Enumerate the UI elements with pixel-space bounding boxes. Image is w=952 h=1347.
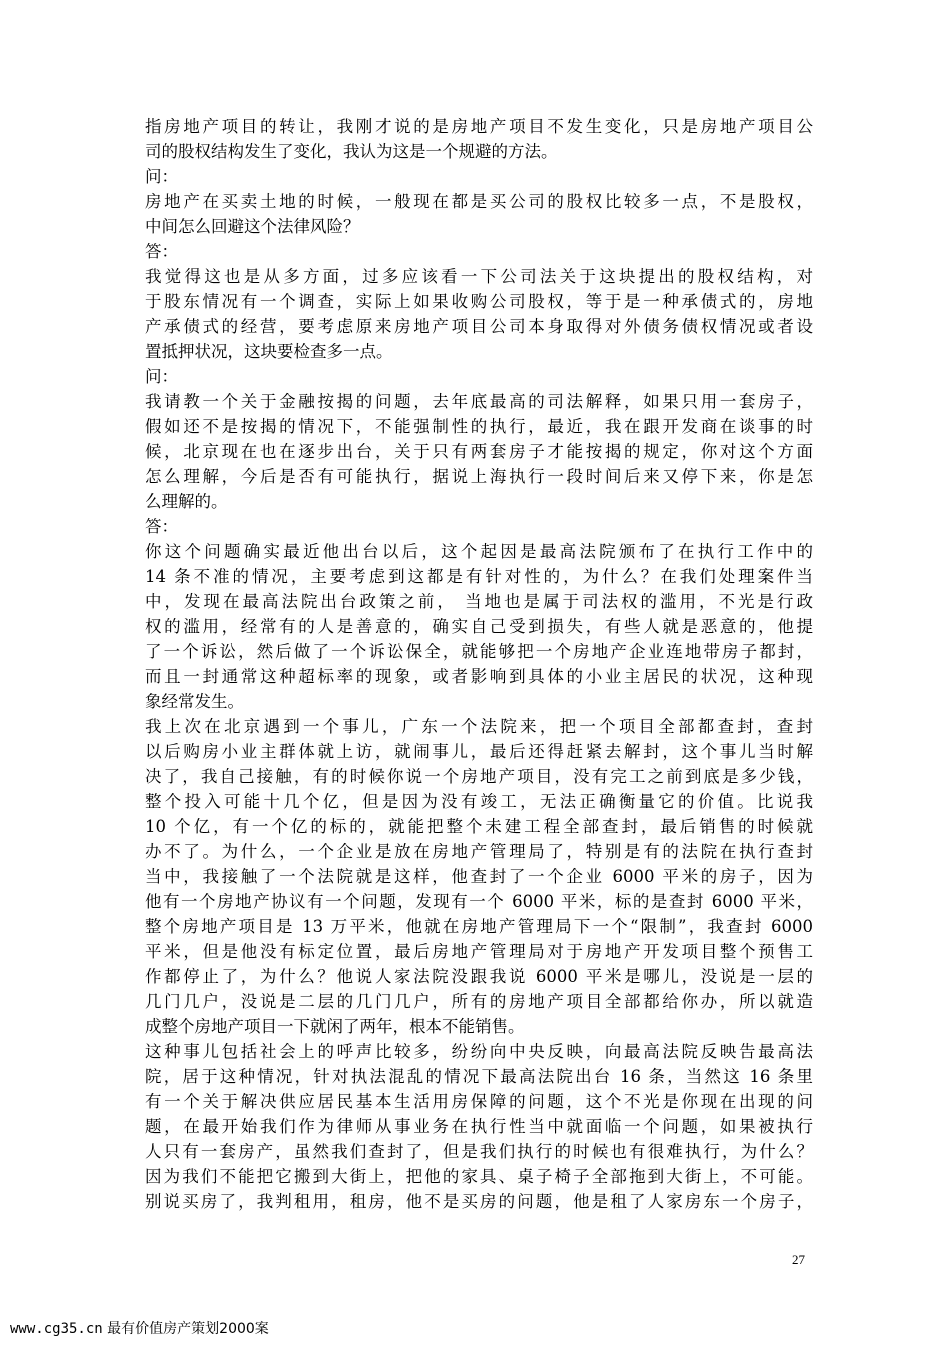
text-line: 院，居于这种情况，针对执法混乱的情况下最高法院出台 16 条，当然这 16 条里 [145,1067,813,1086]
text-line: 中，发现在最高法院出台政策之前， 当地也是属于司法权的滥用，不光是行政 [145,592,813,611]
text-line: 产承债式的经营，要考虑原来房地产项目公司本身取得对外债务债权情况或者设 [145,317,813,336]
text-line: 中间怎么回避这个法律风险？ [145,217,360,236]
qa-label: 答： [145,242,178,261]
text-line: 决了，我自己接触，有的时候你说一个房地产项目，没有完工之前到底是多少钱， [145,767,813,786]
page-number: 27 [792,1252,805,1267]
text-line: 办不了。为什么，一个企业是放在房地产管理局了，特别是有的法院在执行查封 [145,842,813,861]
text-line: 置抵押状况，这块要检查多一点。 [145,342,393,361]
text-line: 这种事儿包括社会上的呼声比较多，纷纷向中央反映，向最高法院反映告最高法 [145,1042,813,1061]
text-line: 当中，我接触了一个法院就是这样，他查封了一个企业 6000 平米的房子，因为 [145,867,813,886]
text-line: 14 条不准的情况，主要考虑到这都是有针对性的，为什么？在我们处理案件当 [145,567,813,586]
text-line: 候，北京现在也在逐步出台，关于只有两套房子才能按揭的规定，你对这个方面 [145,442,813,461]
text-line: 别说买房了，我判租用，租房，他不是买房的问题，他是租了人家房东一个房子， [145,1192,813,1211]
text-line: 人只有一套房产，虽然我们查封了，但是我们执行的时候也有很难执行，为什么？ [145,1142,813,1161]
text-line: 而且一封通常这种超标率的现象，或者影响到具体的小业主居民的状况，这种现 [145,667,813,686]
text-line: 整个房地产项目是 13 万平米，他就在房地产管理局下一个“限制”，我查封 6000 [145,917,813,936]
qa-label: 问： [145,367,178,386]
qa-label: 问： [145,167,178,186]
text-line: 你这个问题确实最近他出台以后，这个起因是最高法院颁布了在执行工作中的 [145,542,813,561]
text-line: 10 个亿，有一个亿的标的，就能把整个未建工程全部查封，最后销售的时候就 [145,817,813,836]
text-line: 成整个房地产项目一下就闲了两年，根本不能销售。 [145,1017,525,1036]
text-line: 司的股权结构发生了变化，我认为这是一个规避的方法。 [145,142,558,161]
text-line: 了一个诉讼，然后做了一个诉讼保全，就能够把一个房地产企业连地带房子都封， [145,642,813,661]
document-body [145,114,813,1214]
text-line: 权的滥用，经常有的人是善意的，确实自己受到损失，有些人就是恶意的，他提 [145,617,813,636]
footer [10,1318,269,1338]
text-line: 象经常发生。 [145,692,244,711]
footer-url[interactable]: www.cg35.cn [10,1321,103,1337]
text-line: 以后购房小业主群体就上访，就闹事儿，最后还得赶紧去解封，这个事儿当时解 [145,742,813,761]
text-line: 因为我们不能把它搬到大街上，把他的家具、桌子椅子全部拖到大街上，不可能。 [145,1167,813,1186]
text-line: 我请教一个关于金融按揭的问题，去年底最高的司法解释，如果只用一套房子， [145,392,813,411]
footer-caption: 最有价值房产策划2000案 [102,1321,269,1337]
text-line: 我上次在北京遇到一个事儿，广东一个法院来，把一个项目全部都查封，查封 [145,717,813,736]
text-line: 题，在最开始我们作为律师从事业务在执行性当中就面临一个问题，如果被执行 [145,1117,813,1136]
text-line: 怎么理解，今后是否有可能执行，据说上海执行一段时间后来又停下来，你是怎 [145,467,813,486]
text-line: 么理解的。 [145,492,228,511]
text-line: 指房地产项目的转让，我刚才说的是房地产项目不发生变化，只是房地产项目公 [145,117,813,136]
qa-label: 答： [145,517,178,536]
text-line: 几门几户，没说是二层的几门几户，所有的房地产项目全部都给你办，所以就造 [145,992,813,1011]
text-line: 假如还不是按揭的情况下，不能强制性的执行，最近，我在跟开发商在谈事的时 [145,417,813,436]
text-line: 他有一个房地产协议有一个问题，发现有一个 6000 平米，标的是查封 6000 平米， [145,892,813,911]
text-line: 平米，但是他没有标定位置，最后房地产管理局对于房地产开发项目整个预售工 [145,942,813,961]
text-line: 房地产在买卖土地的时候，一般现在都是买公司的股权比较多一点，不是股权， [145,192,813,211]
text-line: 于股东情况有一个调查，实际上如果收购公司股权，等于是一种承债式的，房地 [145,292,813,311]
text-line: 有一个关于解决供应居民基本生活用房保障的问题，这个不光是你现在出现的问 [145,1092,813,1111]
text-line: 我觉得这也是从多方面，过多应该看一下公司法关于这块提出的股权结构，对 [145,267,813,286]
text-line: 整个投入可能十几个亿，但是因为没有竣工，无法正确衡量它的价值。比说我 [145,792,813,811]
text-line: 作都停止了，为什么？他说人家法院没跟我说 6000 平米是哪儿，没说是一层的 [145,967,813,986]
